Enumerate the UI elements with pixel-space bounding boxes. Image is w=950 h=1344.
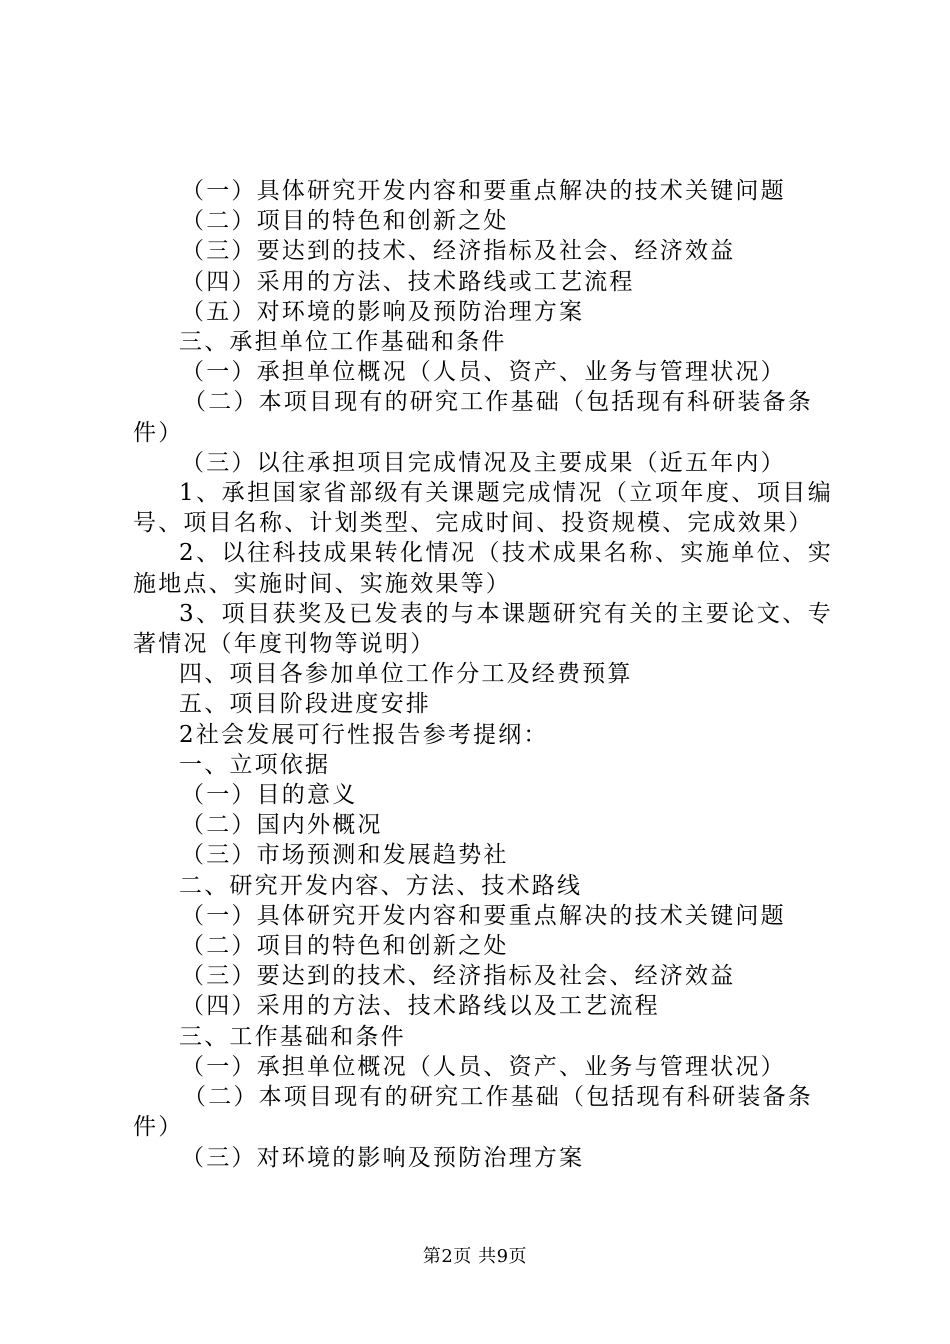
text-line: （四）采用的方法、技术路线或工艺流程 (181, 268, 635, 295)
text-line: （一）承担单位概况（人员、资产、业务与管理状况） (181, 359, 786, 386)
text-line: （一）具体研究开发内容和要重点解决的技术关键问题 (181, 902, 786, 929)
text-line: （三）要达到的技术、经济指标及社会、经济效益 (181, 238, 736, 265)
text-paragraph: 3、项目获奖及已发表的与本课题研究有关的主要论文、专著情况（年度刊物等说明） (133, 600, 833, 658)
text-line: （三）以往承担项目完成情况及主要成果（近五年内） (181, 449, 786, 476)
text-line: （二）国内外概况 (181, 812, 383, 839)
text-line: （三）对环境的影响及预防治理方案 (181, 1144, 585, 1171)
text-line: （三）市场预测和发展趋势社 (181, 842, 509, 869)
text-line: （二）项目的特色和创新之处 (181, 933, 509, 960)
section-heading: 五、项目阶段进度安排 (179, 691, 431, 718)
outline-title: 2社会发展可行性报告参考提纲： (179, 721, 549, 748)
section-heading: 四、项目各参加单位工作分工及经费预算 (179, 661, 633, 688)
text-line: （一）承担单位概况（人员、资产、业务与管理状况） (181, 1053, 786, 1080)
section-heading: 三、承担单位工作基础和条件 (179, 329, 507, 356)
text-paragraph: 2、以往科技成果转化情况（技术成果名称、实施单位、实施地点、实施时间、实施效果等） (133, 540, 833, 597)
text-line: （三）要达到的技术、经济指标及社会、经济效益 (181, 963, 736, 990)
text-paragraph: 1、承担国家省部级有关课题完成情况（立项年度、项目编号、项目名称、计划类型、完成时间、投资规模、完成效果） (133, 480, 833, 537)
section-heading: 二、研究开发内容、方法、技术路线 (179, 872, 583, 899)
document-body (133, 176, 833, 1173)
section-heading: 三、工作基础和条件 (179, 1023, 406, 1050)
text-line: （五）对环境的影响及预防治理方案 (181, 298, 585, 325)
page-number-footer: 第2页 共9页 (422, 1246, 528, 1267)
text-line: （二）项目的特色和创新之处 (181, 208, 509, 235)
text-paragraph: （二）本项目现有的研究工作基础（包括现有科研装备条件） (133, 389, 813, 446)
text-line: （四）采用的方法、技术路线以及工艺流程 (181, 993, 660, 1020)
text-line: （一）具体研究开发内容和要重点解决的技术关键问题 (181, 178, 786, 204)
text-paragraph: （二）本项目现有的研究工作基础（包括现有科研装备条件） (133, 1084, 813, 1141)
section-heading: 一、立项依据 (179, 751, 331, 778)
text-line: （一）目的意义 (181, 782, 358, 809)
